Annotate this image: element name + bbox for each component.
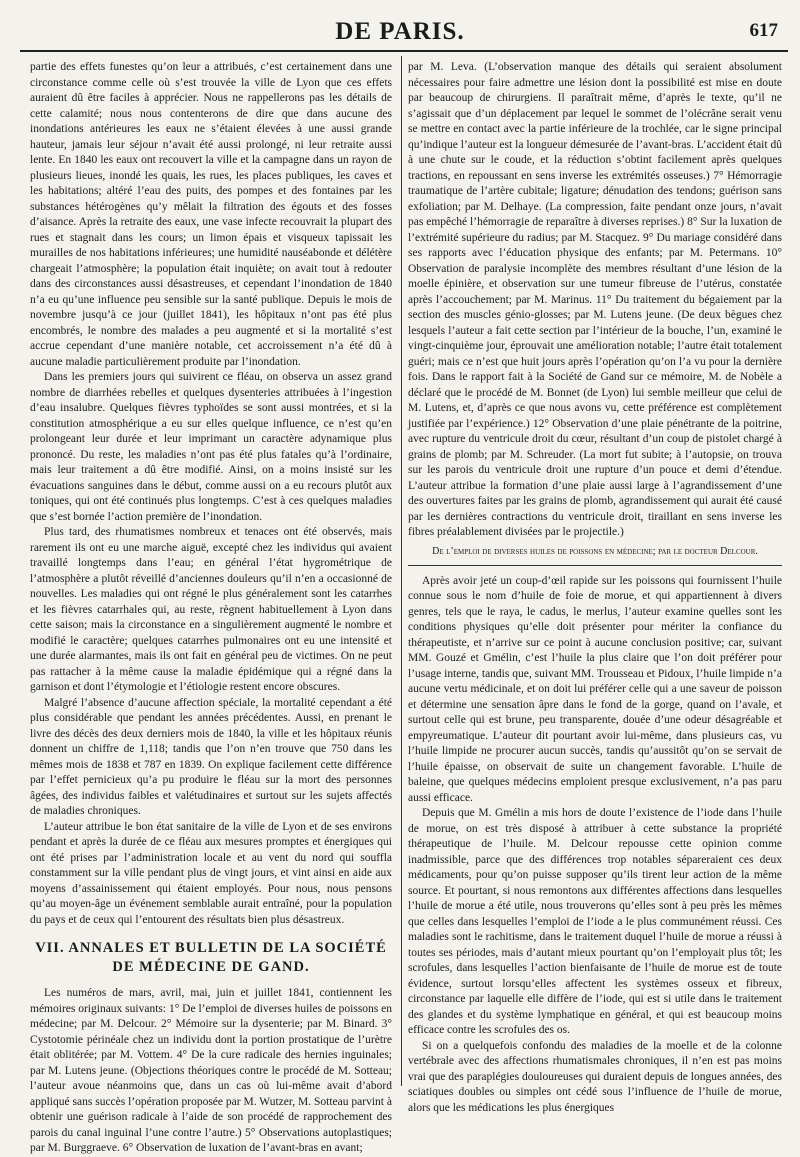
column-divider (401, 56, 402, 1086)
left-column (30, 60, 392, 1157)
page-number: 617 (749, 20, 778, 41)
paragraph: Malgré l’absence d’aucune affection spéciale, la mortalité cependant a été plus considérable que pendant les années précédentes. Aussi, en prenant le livre des décès des deux derniers mois de 1840, la ville et les hôpitaux réunis donnent un chiffre de 1,118; tandis que l’on n’en trouve que 750 dans les mêmes mois de 1838 et 787 en 1839. On explique facilement cette différence par l’effet pernicieux qu’a pu produire le fléau sur la mort des personnes âgées, des individus faibles et valétudinaires et surtout sur les sujets affectés de maladies chroniques. (30, 696, 392, 817)
paragraph: Depuis que M. Gmélin a mis hors de doute l’existence de l’iode dans l’huile de morue, on est très disposé à attribuer à cette substance la propriété thérapeutique de l’huile. M. Delcour repousse cette opinion comme inadmissible, parce que des différences trop notables sépareraient ces deux médicaments, pour qu’on puisse supposer qu’ils tirent leur action de la même source. Et pourtant, si nous remontons aux différentes affections dans lesquelles l’huile de morue a été utile, nous trouverons qu’elles sont à peu près les mêmes que celles dans lesquelles l’emploi de l’iode a le plus communément réussi. Ces maladies sont le rachitisme, dans le traitement duquel l’huile de morue a réussi à toutes ses périodes, mais d’autant mieux pourtant qu’on l’employait plus tôt; les scrofules, dans lesquelles l’action bienfaisante de l’huile de morue est de toute évidence, surtout lorsqu’elles affectent les systèmes osseux et fibreux, circonstance par laquelle elle diffère de l’iode, qui est si utile dans le traitement des glandes et du système lymphatique en général, et qui est beaucoup moins efficace contre les scrofules des os. (408, 807, 782, 1036)
subsection-heading: De l’emploi de diverses huiles de poissons en médecine; par le docteur Delcour. (408, 545, 782, 566)
paragraph: par M. Leva. (L’observation manque des détails qui seraient absolument nécessaires pour faire admettre une lésion dont la possibilité est mise en doute par beaucoup de chirurgiens. Il paraîtrait même, d’après le texte, qu’il ne s’agissait que d’un déplacement par lequel le sommet de l’olécrâne serait venu se mettre en contact avec la partie inférieure de la trochlée, car le signe principal qu’indique l’auteur est la longueur démesurée de l’avant-bras. L’accident était dû à une chute sur le coude, et la réduction s’obtint facilement après quelques tractions, en repoussant en sens inverse les extrémités osseuses.) 7° Hémorragie traumatique de l’artère cubitale; ligature; dénudation des tendons; guérison sans exfoliation; par M. Delhaye. (La compression, faite pendant onze jours, n’avait pas empêché l’hémorragie de reparaître à diverses reprises.) 8° Sur la luxation de l’extrémité supérieure du radius; par M. Stacquez. 9° Du mariage considéré dans ses rapports avec l’éducation physique des enfants; par M. Petermans. 10° Observation de paralysie incomplète des membres résultant d’une lésion de la moelle épinière, et observation sur une tumeur fibreuse de l’utérus, constatée après l’accouchement; par M. Marinus. 11° Du traitement du bégaiement par la section des muscles génio-glosses; par M. Lutens jeune. (De deux bègues chez lesquels l’auteur a fait cette section par l’intérieur de la bouche, l’un, examiné le vingt-cinquième jour, éprouvait une amélioration notable; l’autre était totalement guéri; mais ce n’est que huit jours après l’opération qu’on l’a vu pour la dernière fois. Dans le rapport fait à la Société de Gand sur ce mémoire, M. de Nobèle a déclaré que le procédé de M. Bonnet (de Lyon) lui semble meilleur que celui de M. Lutens, et, d’après ce que nous avons vu, cette préférence est complètement justifiée par l’expérience.) 12° Observation d’une plaie pénétrante de la poitrine, avec rupture du ventricule droit du cœur, résultant d’un coup de pistolet chargé à grains de plomb; par M. Schreuder. (La mort fut subite; à l’autopsie, on trouva sur les parois du ventricule droit une rupture d’un pouce et demi d’étendue. L’auteur attribue la formation d’une plaie aussi large à l’agrandissement d’une des ouvertures faites par les grains de plomb, agrandissement qui aurait été causé par les dernières contractions du ventricule droit, tiraillant en sens inverse les fibres préalablement divisées par le projectile.) (408, 61, 782, 538)
section-heading: VII. ANNALES ET BULLETIN DE LA SOCIÉTÉ DE MÉDECINE DE GAND. (35, 940, 387, 975)
page-header (0, 12, 800, 52)
right-column (408, 60, 782, 1116)
paragraph: Les numéros de mars, avril, mai, juin et juillet 1841, contiennent les mémoires originaux suivants: 1° De l’emploi de diverses huiles de poissons en médecine; par M. Delcour. 2° Mémoire sur la dysenterie; par M. Binard. 3° Cystotomie périnéale chez un individu dont la portion prostatique de l’urètre était oblitérée; par M. Vottem. 4° De la cure radicale des hernies inguinales; par M. Lutens jeune. (Objections théoriques contre le procédé de M. Sotteau; l’auteur avoue néanmoins que, dans un cas où lui-même avait d’abord appliqué sans succès l’opération proposée par M. Wutzer, M. Sotteau parvint à obtenir une guérison radicale à l’aide de son procédé de rapprochement des parois du canal inguinal l’une contre l’autre.) 5° Observations autoplastiques; par M. Burggraeve. 6° Observation de luxation de l’avant-bras en avant; (30, 987, 392, 1154)
paragraph: Dans les premiers jours qui suivirent ce fléau, on observa un assez grand nombre de diarrhées rebelles et quelques dysenteries attribuées à l’ingestion d’eau insalubre. Quelques fièvres typhoïdes se sont aussi montrées, et si la constitution atmosphérique a eu sur elles quelque influence, ce n’est qu’en prolongeant leur durée et leur imprimant un caractère adynamique plus prononcé. Du reste, les maladies n’ont pas été plus fatales qu’à l’ordinaire, mais leur traitement a dû être modifié. Ainsi, on a moins insisté sur les évacuations sanguines dans le début, comme aussi on a eu recours plutôt aux toniques, qui ont été continués plus longtemps. C’est à ces quelques maladies que s’est bornée l’action première de l’inondation. (30, 371, 392, 523)
running-title: DE PARIS. (335, 18, 465, 45)
paragraph: Plus tard, des rhumatismes nombreux et tenaces ont été observés, mais rarement ils ont eu une marche aiguë, excepté chez les individus qui avaient travaillé longtemps dans l’eau; en général l’état hygrométrique de l’atmosphère a plutôt réveillé d’anciennes douleurs qu’il n’en a occasionné de nouvelles. Les maladies qui ont régné le plus généralement sont les catarrhes et les fièvres catarrhales qui, au reste, règnent habituellement à Lyon dans cette saison; mais la circonstance en a singulièrement augmenté le nombre et modifié le caractère; quelques catarrhes pulmonaires ont eu une intensité et une durée alarmantes, mais ils ont fait en général peu de victimes. On ne peut pas rattacher à la même cause la maladie épidémique qui a régné dans la garnison et dont l’étymologie et l’étiologie restent encore obscures. (30, 526, 392, 693)
paragraph: L’auteur attribue le bon état sanitaire de la ville de Lyon et de ses environs pendant et après la durée de ce fléau aux mesures promptes et énergiques qui ont été prises par l’administration locale et au vent du nord qui souffla constamment sur la ville pendant plus de vingt jours, et vint ainsi en aide aux moyens d’assainissement qui étaient employés. Pour nous, nous pensons qu’au moyen-âge un événement semblable aurait entraîné, pour la population du pays et de ceux qui l’entourent des résultats bien plus désastreux. (30, 820, 392, 926)
paragraph: partie des effets funestes qu’on leur a attribués, c’est certainement dans une circonstance comme celle où s’est trouvée la ville de Lyon que ces effets auraient dû être faciles à apprécier. Nous ne rappellerons pas les détails de cette calamité; nous nous contenterons de dire que dans aucune des inondations antérieures les eaux ne s’étaient élevées à une aussi grande hauteur, jamais leur séjour n’avait été aussi prolongé, ni leur retraite aussi lente. En 1840 les eaux ont recouvert la ville et la campagne dans un rayon de plusieurs lieues, inondé les quais, les rues, les places publiques, les caves et les habitations; altéré l’eau des puits, des pompes et des fontaines par les substances hétérogènes qu’y mêlait la filtration des égouts et des fosses d’aisance. Après la retraite des eaux, une vase infecte recouvrait la plupart des rues et stagnait dans les cours; un limon épais et visqueux tapissait les murailles de nos habitations inférieures; une humidité nauséabonde et délétère chargeait l’atmosphère; la population était inquiète; on avait tout à redouter dans des circonstances aussi désastreuses, et cependant l’inondation de 1840 n’a eu qu’une influence peu sensible sur la santé publique. Depuis le mois de novembre jusqu’à ce jour (juillet 1841), les hôpitaux n’ont pas été plus encombrés, le nombre des malades a peu augmenté et si la mortalité s’est accrue cependant d’une manière notable, cet accroissement n’a été dû à aucune maladie particulièrement produite par l’inondation. (30, 61, 392, 368)
paragraph: Si on a quelquefois confondu des maladies de la moelle et de la colonne vertébrale avec des affections rhumatismales chroniques, il n’en est pas moins vrai que des paraplégies douloureuses qui duraient depuis de longues années, des sciatiques doubles ou simples ont cédé sous l’influence de l’huile de morue, alors que les médications les plus énergiques (408, 1039, 782, 1114)
header-rule (20, 50, 788, 52)
paragraph: Après avoir jeté un coup-d’œil rapide sur les poissons qui fournissent l’huile connue sous le nom d’huile de foie de morue, et qui appartiennent à divers genres, tels que le raya, le cadus, le merlus, l’auteur examine quelles sont les conditions physiques qu’elle doit présenter pour mériter la confiance du thérapeutiste, et n’arrive sur ce point à aucune conclusion positive; car, suivant MM. Gouzé et Gmélin, c’est l’huile la plus claire que l’on doit préférer pour l’usage interne, tandis que, suivant MM. Trousseau et Pidoux, l’huile limpide n’a aucune vertu médicinale, et on doit lui préférer celle qui a une saveur de poisson et détermine une sensation âpre dans le fond de la gorge, quand on l’avale, et surtout celle qui est brune, peu transparente, douée d’une odeur désagréable et empyreumatique. L’auteur dit pourtant avoir lui-même, dans plusieurs cas, vu l’huile limpide ne procurer aucun succès, tandis qu’aussitôt qu’on se servait de l’huile épaisse, on observait de suite un changement favorable. L’huile de baleine, que quelques médecins emploient presque exclusivement, n’a pas paru aussi efficace. (408, 574, 782, 804)
